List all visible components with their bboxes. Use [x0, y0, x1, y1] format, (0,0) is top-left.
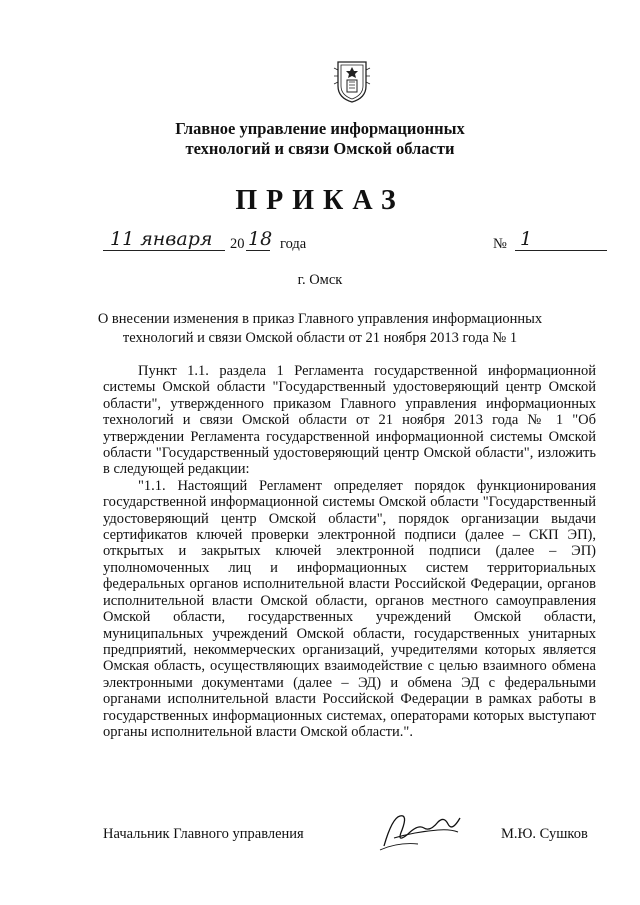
year-prefix: 20: [230, 236, 245, 252]
document-title: ПРИКАЗ: [235, 185, 405, 216]
city: г. Омск: [297, 272, 343, 288]
organization-name: [0, 119, 640, 159]
handwritten-signature: [378, 808, 464, 852]
date-day-month: 11 января: [110, 228, 213, 250]
year-word: года: [280, 236, 307, 252]
organization-name-line2: технологий и связи Омской области: [185, 139, 455, 158]
subject-line2: технологий и связи Омской области от 21 ноября 2013 года № 1: [122, 330, 518, 346]
document-body: [103, 363, 596, 740]
document-subject: [0, 310, 640, 348]
signer-name: М.Ю. Сушков: [501, 826, 588, 842]
organization-name-line1: Главное управление информационных: [175, 119, 465, 138]
body-paragraph: Пункт 1.1. раздела 1 Регламента государственной информационной системы Омской области "Государственный удостоверяющий центр Омской области", утвержденного приказом Главного управления информационных технологий и связи Омской области от 21 ноября 2013 года № 1 "Об утверждении Регламента государственной информационной системы Омской области "Государственный удостоверяющий центр Омской области", изложить в следующей редакции:: [103, 363, 596, 478]
number-sign: №: [493, 236, 507, 252]
year-suffix: 18: [248, 228, 273, 250]
signer-position: Начальник Главного управления: [103, 826, 304, 842]
number-value: 1: [520, 228, 533, 250]
subject-line1: О внесении изменения в приказ Главного управления информационных: [97, 311, 543, 327]
quoted-paragraph: "1.1. Настоящий Регламент определяет порядок функционирования государственной информационной системы Омской области "Государственный удостоверяющий центр Омской области", порядок организации выдачи сертификатов ключей проверки электронной подписи (далее – СКП ЭП), открытых и закрытых ключей электронной подписи (далее – ЭП) уполномоченных лиц и информационных систем территориальных федеральных органов исполнительной власти Российской Федерации, органов исполнительной власти Омской области, органов местного самоуправления Омской области, государственных учреждений Омской области, муниципальных учреждений Омской области, государственных унитарных предприятий, некоммерческих организаций, учредителями которых является Омская область, осуществляющих взаимодействие с целью взаимного обмена электронными документами (далее – ЭД) и обмена ЭД с федеральными органами исполнительной власти Российской Федерации в рамках работы в государственных информационных системах, операторами которых выступают органы исполнительной власти Омской области.".: [103, 477, 596, 740]
coat-of-arms-emblem: [330, 58, 374, 104]
